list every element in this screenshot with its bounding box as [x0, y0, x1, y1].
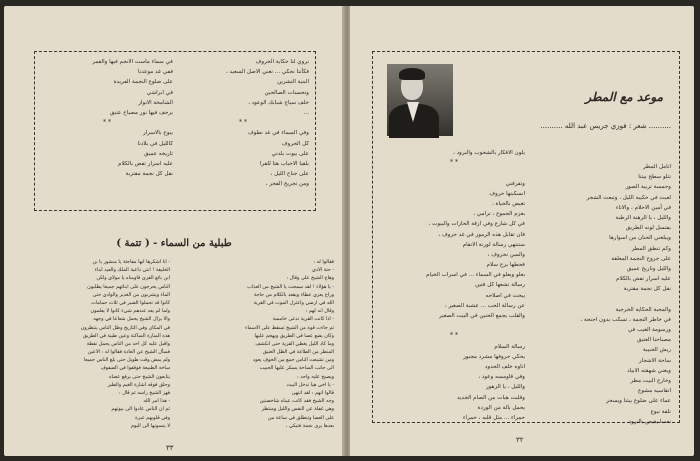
story-line: ابن بائع القرى قاومناه يا مولاي ولكن — [96, 275, 170, 282]
poem-line: فحطها برج سلام — [486, 262, 525, 269]
left-page — [4, 6, 344, 456]
poem-line: مصباحنا العتيق — [637, 337, 671, 344]
story-line: - حتة الاذي — [311, 267, 334, 274]
story-line: ثم ان الناس عادوا الى بيوتهم — [111, 406, 170, 413]
poem-line: على جناح الليل ، — [270, 171, 309, 178]
poem-line: البنية التشرين — [277, 79, 309, 86]
poem-line: بعزم الجموع ، ترامي ، — [473, 211, 525, 218]
story-line: وما كاد الليل يغطي القرية حتى انكشف — [255, 340, 334, 347]
poem-line: بلقيا الاحباب هنا للقرا — [259, 160, 309, 167]
story-line: الناس يحرجون على ابنائهم جميعا يطلبون — [87, 283, 170, 290]
poem-line: والليل ، يا الرهنة الرطبة — [615, 214, 671, 221]
poem-line: برجف فيها نور مصباح عتيق — [109, 109, 173, 116]
poem-line: تلقة نبوع — [650, 408, 671, 415]
poem-line: ستنتهي رسالة لورنة الانقام — [462, 241, 525, 248]
poem-line: والليل ، يا الزهور — [485, 384, 525, 391]
story-line: - يا اخي هيا ندخل البيت — [286, 381, 334, 388]
story-left-column — [14, 258, 170, 442]
poem-line: على بيوت بلدتي — [271, 150, 309, 157]
story-line: وراح يعزي عطاء ويقعد بالكلام من حاجة — [253, 291, 334, 298]
story-line: وكان يضع عصا في الطريق ويهجم عليها — [254, 332, 334, 339]
story-line: على العصا وتنطلق في ساعة من — [267, 414, 334, 421]
author-photo — [387, 64, 453, 136]
poem-line: نفسا يقيص بالبرود — [628, 418, 671, 425]
story-line: الماء ويشربون من الغدير والوادي حتى — [92, 291, 170, 298]
poem-line: فان تقابل هذه الرموز في غد حروف ، — [438, 231, 525, 238]
poem-line — [383, 321, 525, 331]
poem-line: في كل شارع وفي ازقة الحارات والبيوت ، — [428, 221, 525, 228]
poem-line: وفي السماء في غد نطوف — [248, 130, 309, 137]
poem-line: والقلب يجمع الحنين في البيت الصغير — [439, 313, 525, 319]
poem-line: في أمين الاحلام ، والاناء — [615, 204, 671, 211]
story-line: وجه الشيخ فقد كانت عيناه شاخصتين — [259, 398, 334, 405]
poem-line: اتامل المطر — [643, 164, 671, 170]
story-line: ولما لم يعد عندهم شيء كانوا لا يعلمون — [90, 308, 170, 315]
story-line: ثم جاءت قوة من الشيخ تسقط على الاسماء — [245, 324, 334, 331]
story-line: المنظر من الطاعة في الظل العتيق — [262, 349, 334, 356]
story-line: ساحة الطبيعة فوقفوا في الصفوف — [100, 365, 170, 372]
poem-line: الشامخة الانوار — [138, 99, 173, 106]
poem-box-left-page — [34, 51, 316, 211]
poem-line: انسكبتها حروف — [489, 190, 525, 197]
poem-line: عليه اسرار تفض بالكلام — [118, 160, 173, 167]
story-line: فهز الشيخ راسه ثم قال : — [119, 390, 170, 396]
page-number: ٣٢ — [516, 436, 524, 444]
poem-line: كل الحروف — [281, 140, 309, 147]
story-line: ومن تشبعت الناس جمع من الخوف يعود — [252, 357, 334, 364]
poem-author: .......... شعر : فوزي جريس عبد الله .......... — [540, 122, 671, 130]
story-line: وهاج الشيخ على وقال : — [286, 275, 334, 282]
poem-line: وقلبت هبات من الصام الجديد — [457, 394, 525, 401]
right-page — [350, 6, 694, 456]
poem-line: في خاطر النجمة ، تسكب بدون اجنحة ، — [580, 316, 671, 323]
story-line: فسأل الشيخ عن العادة فقالوا له : الاعين — [87, 349, 170, 356]
poem-line: وتفرقني — [505, 180, 525, 187]
poem-line: ففي غد موعدنا — [137, 69, 173, 76]
story-line: وحلق فوقه اشارة الغيم والطير — [107, 381, 170, 388]
poem-line: نقل كل نجمة مقتربة — [623, 286, 671, 293]
stars-divider: * * — [103, 119, 111, 127]
poem-line: ويبلغني الحنان من اسوارها — [609, 235, 671, 242]
poem-right-column — [533, 162, 671, 427]
story-right-column — [178, 258, 334, 442]
photo-hair — [399, 68, 425, 80]
poem-line: اتقاسيه مشوع — [637, 388, 671, 395]
poem-line: ورسومة الغيب في — [627, 327, 671, 333]
poem-line: تاريخه عميق — [144, 150, 173, 157]
poem-line: فكأننا نحكي ... نغني الاصل السعيد ، — [225, 69, 309, 76]
poem-line: ريش الحبيبة — [642, 347, 671, 354]
story-line: - اذا كانت القرية تدعى خامسة — [272, 316, 334, 323]
poem-line: يفتسل لونه الطريق — [625, 225, 671, 232]
poem-line: وتحسنات الصالحين — [264, 89, 309, 96]
poem-line: ويغني شهقته الابياد — [627, 367, 671, 374]
poem-left-column — [41, 57, 173, 179]
poem-line: رسالة السلام — [494, 343, 525, 350]
poem-line: والليل وتاريخ عميق — [626, 265, 671, 272]
poem-left-column — [383, 148, 525, 423]
poem-line: بعلو وبعلو في السماء ... في اسراب الخيام — [426, 272, 525, 279]
poem-line: تغيض بالحياة ، — [491, 200, 525, 207]
story-title: طبلية من السماء - ( تتمة ) — [116, 238, 232, 249]
poem-line: نقل كل نجمة مقتربة — [125, 171, 173, 178]
story-line: الخليقة ! انتي داعية الملك والعيد ابناء — [94, 267, 170, 274]
story-line: والا يزال الشيخ يحمل شعاعا في وجهه — [93, 316, 170, 323]
poem-line: كالليل في بلادنا — [137, 140, 173, 147]
poem-line: نروي لنا حكاية الحروف — [255, 59, 309, 65]
story-line: فقالوا له : — [313, 259, 334, 265]
poem-line: عليه اسرار تفض بالكلام — [616, 276, 671, 283]
poem-line: وفي قاومسه وعود ، — [478, 374, 525, 381]
story-line: لا ينسونها الى اليوم — [130, 422, 170, 429]
poem-title: موعد مع المطر — [585, 90, 663, 104]
poem-line: وحمسة تربية الصور — [625, 184, 671, 191]
story-line: وفي قلوبهم عبرة — [135, 414, 170, 421]
story-line: ويصيح عليه واحد : — [297, 373, 334, 380]
story-line: الله في ارضي واعتزل الموت في القرية — [253, 299, 334, 306]
story-line: بعدها يرى نجمة فتبكي ، — [285, 422, 334, 429]
story-line: - هذا امر الله — [143, 398, 170, 405]
poem-line: ساحة الاشجار — [638, 357, 671, 364]
poem-line: على ضلوع النجمة الفريدة — [113, 79, 173, 86]
story-line: وقال انه لهم : — [305, 308, 334, 315]
story-line: هذه المنارة الساكنة وعين طيبة في الطريق — [82, 332, 170, 339]
poem-line: يبحث في اصلاحه — [485, 292, 525, 299]
poem-line: تتلو سطح بيتنا — [638, 174, 671, 181]
poem-line: رسالة تشعها كل فتين — [475, 282, 525, 289]
poem-line: في ابراشي — [146, 89, 173, 96]
poem-line: وخارج البيت مطر — [630, 377, 671, 384]
poem-line: والمحبة الحكاية الخرجية — [615, 306, 671, 313]
poem-line: يحمل بالة من الوردة — [477, 404, 525, 411]
poem-line: اتاوه خلف الحدود — [484, 363, 525, 370]
story-line: ولم يمض وقت طويل حتى بلغ الناس جميعا — [83, 357, 170, 364]
story-line: يتابعون الشيخ حتى يرفع عصاه — [108, 373, 170, 380]
poem-line: عن رسالة الحب ... عشبة الصغير ، — [444, 302, 525, 309]
poem-line: ... — [303, 109, 309, 116]
stars-divider: * * — [450, 159, 458, 167]
story-line: واقبل عليه كل احد من الناس يحمل نقطة — [86, 340, 170, 347]
page-number: ٣٣ — [166, 444, 174, 452]
story-line: - انا اشكرها انها مفاجئة يا منشور يا بن — [92, 259, 170, 265]
poem-line: في سماء ماست الانجم فيها والقمر — [92, 59, 173, 65]
poem-line: خلف سياج شبابك الوعود ، — [248, 99, 309, 106]
poem-box-right-page — [372, 51, 680, 423]
poem-line: والسن نحروف ، — [487, 251, 525, 258]
story-line: قالوا انهم : لقد انتهى — [291, 390, 334, 396]
poem-line: لعبث في حكيبة الليل ، وتبعث الشجر — [586, 194, 671, 201]
poem-line — [383, 168, 525, 178]
poem-right-column — [177, 57, 309, 189]
poem-line: يلون الافكار بالشحوب والبرود ، — [453, 150, 525, 156]
poem-line: يبوح بالاسرار — [142, 130, 173, 137]
story-line: في المكان وفي التاريخ وظل الناس ينتظرون — [80, 324, 170, 331]
poem-line: عماء على ضلوع بيتنا ويسحر — [606, 398, 671, 405]
stars-divider: * * — [450, 332, 458, 340]
story-line: الى جانب الساحة يسكر عليها الحبيب — [259, 365, 334, 372]
story-line: - يا هؤلاء ! لقد سمحت يا الشيخ من العذاب — [247, 283, 334, 290]
poem-line: وكم تنطق المطر — [631, 245, 671, 252]
poem-line: حمراء ... مثل قلبه ، حمراء — [462, 414, 525, 421]
poem-line: يحكي حروفها مشرد مجبور — [463, 353, 525, 360]
story-line: وهي غفلة عن النفس والليل ومنتظر — [261, 406, 334, 413]
story-line: كانوا قد تحملوا الصبر في ثلاث حمامات — [91, 299, 170, 306]
stars-divider: * * — [239, 119, 247, 127]
poem-line: ومن تجريح الفجر ، — [265, 181, 309, 188]
poem-line: على جروح النجمة المعلقة — [611, 255, 671, 262]
poem-line — [533, 294, 671, 304]
